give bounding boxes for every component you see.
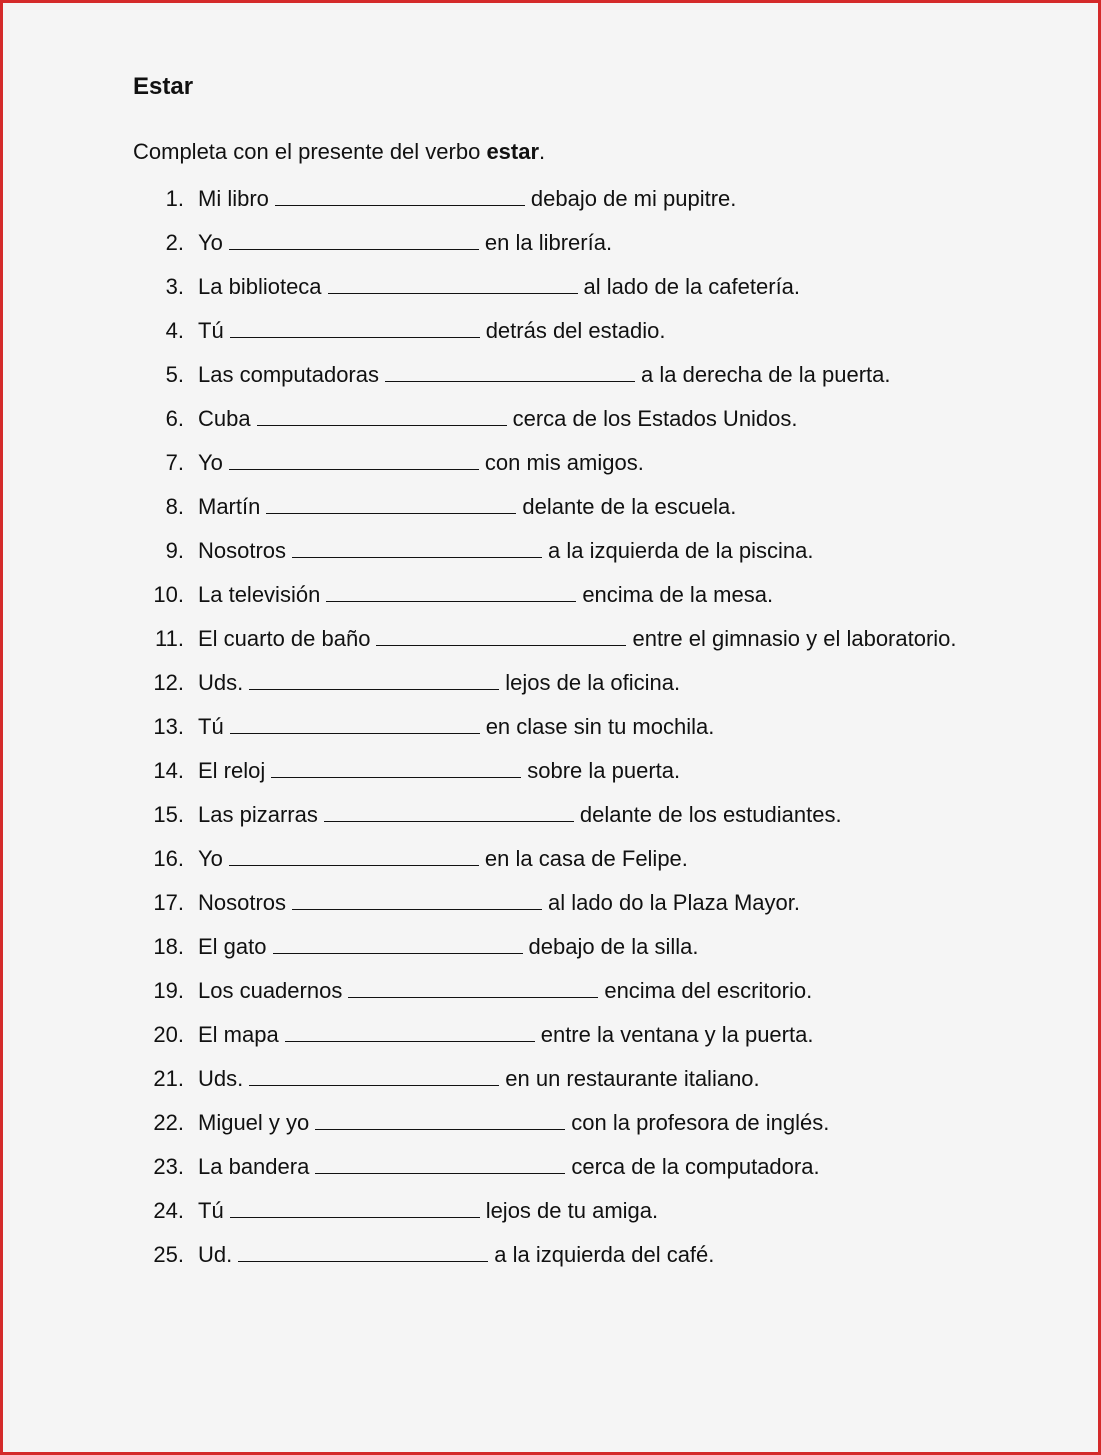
item-location: debajo de la silla. xyxy=(528,934,699,959)
item-number: 6. xyxy=(165,406,184,431)
item-subject: Miguel y yo xyxy=(198,1110,310,1135)
worksheet-title: Estar xyxy=(133,73,194,100)
answer-blank[interactable] xyxy=(315,1109,565,1130)
item-location: sobre la puerta. xyxy=(527,758,681,783)
answer-blank[interactable] xyxy=(229,229,479,250)
exercise-item xyxy=(133,666,957,710)
answer-blank[interactable] xyxy=(266,493,516,514)
item-number: 25. xyxy=(153,1242,184,1267)
item-number: 8. xyxy=(165,494,184,519)
answer-blank[interactable] xyxy=(292,889,542,910)
item-number: 3. xyxy=(165,274,184,299)
answer-blank[interactable] xyxy=(229,845,479,866)
item-subject: Nosotros xyxy=(198,538,287,563)
exercise-item xyxy=(133,1018,957,1062)
item-subject: El reloj xyxy=(198,758,266,783)
exercise-item xyxy=(133,710,957,754)
exercise-item xyxy=(133,842,957,886)
item-number: 13. xyxy=(153,714,184,739)
answer-blank[interactable] xyxy=(238,1241,488,1262)
item-number: 9. xyxy=(165,538,184,563)
item-subject: Las computadoras xyxy=(198,362,379,387)
exercise-item xyxy=(133,314,957,358)
answer-blank[interactable] xyxy=(229,449,479,470)
item-location: encima del escritorio. xyxy=(604,978,813,1003)
item-number: 12. xyxy=(153,670,184,695)
item-location: en clase sin tu mochila. xyxy=(485,714,715,739)
instruction-text: Completa con el presente del verbo xyxy=(133,139,487,164)
item-subject: La televisión xyxy=(198,582,321,607)
exercise-item xyxy=(133,358,957,402)
item-subject: Tú xyxy=(198,714,224,739)
item-location: a la izquierda del café. xyxy=(494,1242,715,1267)
instruction-period: . xyxy=(539,139,546,164)
item-location: lejos de la oficina. xyxy=(505,670,681,695)
item-subject: Ud. xyxy=(198,1242,233,1267)
item-number: 2. xyxy=(165,230,184,255)
item-subject: Mi libro xyxy=(198,186,269,211)
item-subject: Yo xyxy=(198,450,223,475)
item-number: 22. xyxy=(153,1110,184,1135)
exercise-item xyxy=(133,1194,957,1238)
item-subject: Cuba xyxy=(198,406,251,431)
item-subject: Yo xyxy=(198,230,223,255)
item-location: a la derecha de la puerta. xyxy=(641,362,891,387)
item-location: delante de los estudiantes. xyxy=(579,802,842,827)
item-number: 17. xyxy=(153,890,184,915)
item-number: 24. xyxy=(153,1198,184,1223)
item-location: encima de la mesa. xyxy=(582,582,774,607)
item-location: al lado de la cafetería. xyxy=(583,274,801,299)
item-location: debajo de mi pupitre. xyxy=(530,186,737,211)
answer-blank[interactable] xyxy=(385,361,635,382)
exercise-item xyxy=(133,930,957,974)
exercise-item xyxy=(133,622,957,666)
item-location: lejos de tu amiga. xyxy=(485,1198,659,1223)
item-subject: La biblioteca xyxy=(198,274,322,299)
answer-blank[interactable] xyxy=(324,801,574,822)
exercise-item xyxy=(133,402,957,446)
answer-blank[interactable] xyxy=(249,669,499,690)
answer-blank[interactable] xyxy=(328,273,578,294)
item-number: 21. xyxy=(153,1066,184,1091)
answer-blank[interactable] xyxy=(249,1065,499,1086)
item-subject: Las pizarras xyxy=(198,802,318,827)
item-number: 15. xyxy=(153,802,184,827)
exercise-item xyxy=(133,182,957,226)
item-subject: Tú xyxy=(198,318,224,343)
item-subject: El cuarto de baño xyxy=(198,626,371,651)
item-location: detrás del estadio. xyxy=(485,318,666,343)
item-subject: El gato xyxy=(198,934,267,959)
item-location: en un restaurante italiano. xyxy=(505,1066,760,1091)
item-location: a la izquierda de la piscina. xyxy=(548,538,814,563)
item-location: entre el gimnasio y el laboratorio. xyxy=(632,626,957,651)
answer-blank[interactable] xyxy=(348,977,598,998)
answer-blank[interactable] xyxy=(230,1197,480,1218)
item-location: cerca de los Estados Unidos. xyxy=(512,406,798,431)
exercise-item xyxy=(133,798,957,842)
item-subject: Tú xyxy=(198,1198,224,1223)
item-location: cerca de la computadora. xyxy=(571,1154,820,1179)
exercise-item xyxy=(133,974,957,1018)
item-subject: Los cuadernos xyxy=(198,978,343,1003)
exercise-item xyxy=(133,578,957,622)
answer-blank[interactable] xyxy=(273,933,523,954)
item-subject: El mapa xyxy=(198,1022,279,1047)
answer-blank[interactable] xyxy=(376,625,626,646)
answer-blank[interactable] xyxy=(230,713,480,734)
item-number: 11. xyxy=(155,626,184,651)
item-location: entre la ventana y la puerta. xyxy=(540,1022,814,1047)
item-number: 7. xyxy=(165,450,184,475)
item-location: en la casa de Felipe. xyxy=(484,846,688,871)
item-subject: Yo xyxy=(198,846,223,871)
item-number: 19. xyxy=(153,978,184,1003)
item-number: 1. xyxy=(165,186,184,211)
item-number: 20. xyxy=(153,1022,184,1047)
answer-blank[interactable] xyxy=(315,1153,565,1174)
exercise-item xyxy=(133,270,957,314)
answer-blank[interactable] xyxy=(285,1021,535,1042)
item-number: 16. xyxy=(153,846,184,871)
item-subject: Martín xyxy=(198,494,261,519)
item-number: 14. xyxy=(153,758,184,783)
item-number: 23. xyxy=(153,1154,184,1179)
item-location: con la profesora de inglés. xyxy=(571,1110,830,1135)
exercise-item xyxy=(133,226,957,270)
exercise-item xyxy=(133,1150,957,1194)
instruction-verb: estar xyxy=(486,139,540,164)
worksheet-page xyxy=(133,69,1033,1267)
item-subject: Nosotros xyxy=(198,890,287,915)
item-subject: Uds. xyxy=(198,1066,244,1091)
answer-blank[interactable] xyxy=(257,405,507,426)
exercise-item xyxy=(133,446,957,490)
answer-blank[interactable] xyxy=(275,185,525,206)
item-location: delante de la escuela. xyxy=(522,494,737,519)
exercise-item xyxy=(133,1238,957,1282)
exercise-list xyxy=(133,182,957,1282)
instruction-line xyxy=(133,135,545,169)
item-subject: La bandera xyxy=(198,1154,310,1179)
exercise-item xyxy=(133,534,957,578)
item-location: al lado do la Plaza Mayor. xyxy=(548,890,800,915)
exercise-item xyxy=(133,1062,957,1106)
exercise-item xyxy=(133,754,957,798)
item-location: en la librería. xyxy=(484,230,613,255)
exercise-item xyxy=(133,490,957,534)
item-number: 18. xyxy=(153,934,184,959)
answer-blank[interactable] xyxy=(230,317,480,338)
item-subject: Uds. xyxy=(198,670,244,695)
item-number: 5. xyxy=(165,362,184,387)
item-number: 4. xyxy=(165,318,184,343)
item-number: 10. xyxy=(153,582,184,607)
exercise-item xyxy=(133,1106,957,1150)
item-location: con mis amigos. xyxy=(484,450,644,475)
answer-blank[interactable] xyxy=(271,757,521,778)
exercise-item xyxy=(133,886,957,930)
answer-blank[interactable] xyxy=(326,581,576,602)
answer-blank[interactable] xyxy=(292,537,542,558)
